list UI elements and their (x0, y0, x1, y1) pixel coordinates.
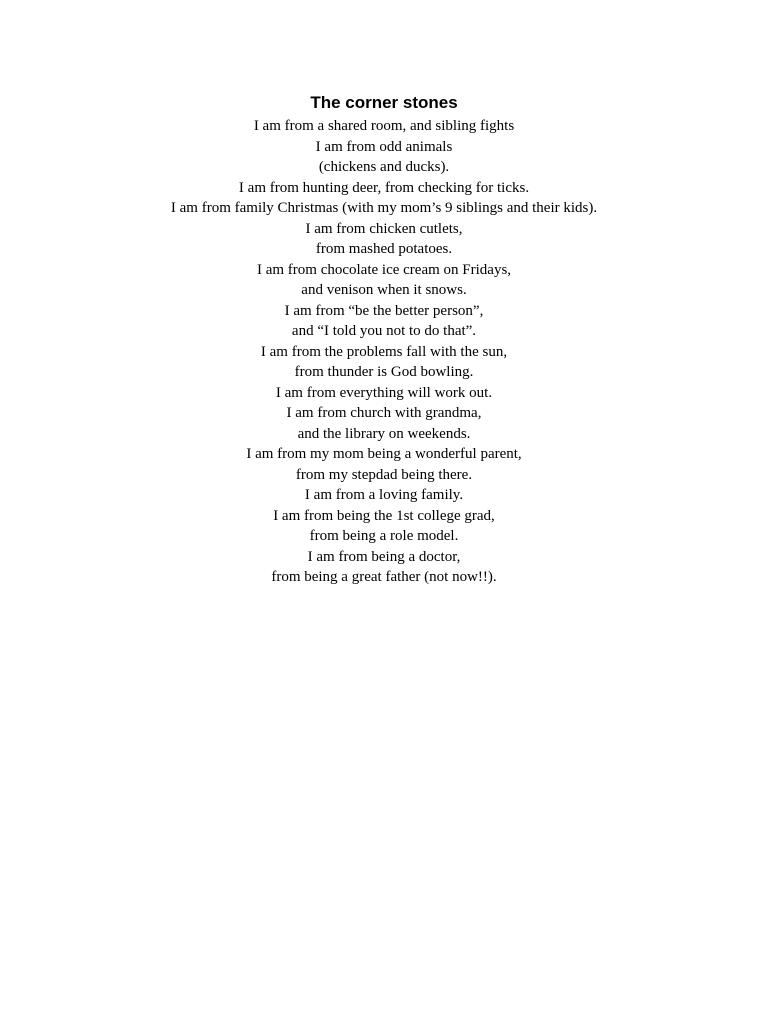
poem-title: The corner stones (310, 93, 458, 112)
poem-line: from mashed potatoes. (315, 241, 453, 257)
poem-line: I am from family Christmas (with my mom’s 9 siblings and their kids). (170, 200, 598, 216)
poem-line: I am from a shared room, and sibling fights (253, 118, 515, 134)
poem-line: I am from being a doctor, (307, 548, 461, 565)
poem-line: I am from chicken cutlets, (305, 220, 463, 237)
poem-line: I am from chocolate ice cream on Fridays, (256, 261, 512, 278)
poem-line: I am from my mom being a wonderful parent, (246, 446, 522, 462)
poem-line: and the library on weekends. (297, 425, 471, 442)
poem (0, 92, 768, 588)
poem-line: from being a great father (not now!!). (271, 569, 497, 585)
poem-line: from being a role model. (309, 528, 459, 544)
poem-line: I am from the problems fall with the sun, (260, 343, 508, 360)
poem-line: I am from a loving family. (304, 487, 464, 503)
poem-line: I am from everything will work out. (275, 384, 493, 401)
poem-line: I am from being the 1st college grad, (273, 507, 495, 524)
poem-lines (0, 116, 768, 588)
poem-line: from thunder is God bowling. (294, 364, 474, 380)
poem-line: I am from “be the better person”, (284, 302, 484, 319)
poem-line: I am from odd animals (315, 138, 453, 155)
poem-line: (chickens and ducks). (318, 159, 450, 175)
poem-line: and “I told you not to do that”. (291, 323, 477, 339)
poem-line: and venison when it snows. (301, 282, 467, 298)
poem-line: I am from church with grandma, (286, 405, 482, 421)
poem-line: I am from hunting deer, from checking for ticks. (238, 179, 530, 196)
poem-line: from my stepdad being there. (295, 466, 473, 483)
